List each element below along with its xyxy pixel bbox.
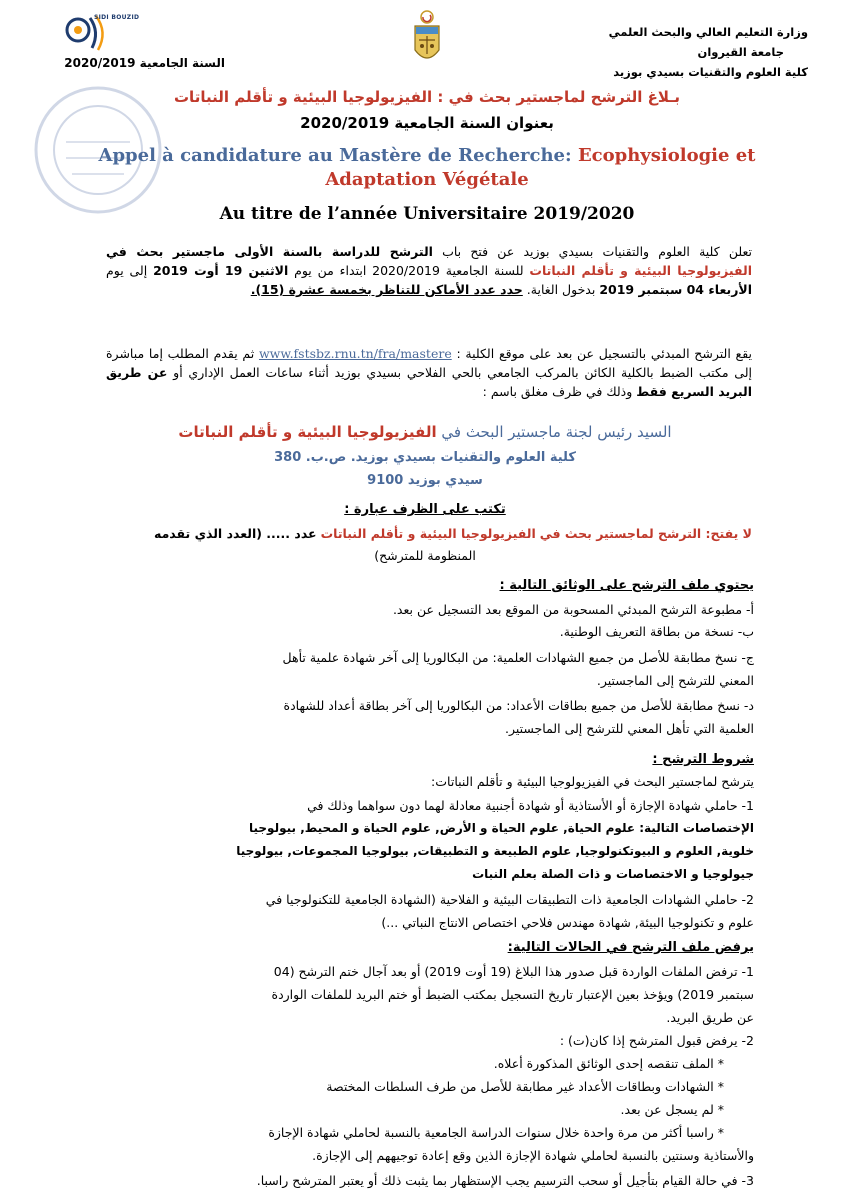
rejection-2-item-b: * الشهادات وبطاقات الأعداد غير مطابقة للأصل من طرف السلطات المختصة [326, 1079, 724, 1094]
document-item-a: أ- مطبوعة الترشح المبدئي المسحوبة من الموقع بعد التسجيل عن بعد. [392, 602, 754, 617]
rejection-1-line3: عن طريق البريد. [666, 1010, 754, 1025]
condition-1-line1: 1- حاملي شهادة الإجازة أو الأستاذية أو شهادة أجنبية معادلة لهما دون سواهما وذلك في [307, 798, 754, 813]
envelope-text [106, 524, 752, 543]
address-line2: كلية العلوم والتقنيات بسيدي بوزيد. ص.ب. 380 [274, 450, 576, 465]
rejection-3: 3- في حالة القيام بتأجيل أو سحب الترسيم يجب الإستظهار بما يثبت ذلك أو يعتبر المترشح راسبا. [256, 1173, 754, 1188]
rejection-1-line2: سبتمبر 2019) ويؤخذ بعين الإعتبار تاريخ التسجيل بمكتب الضبط أو ختم البريد للملفات الواردة [271, 987, 754, 1002]
document-item-d-line1: د- نسخ مطابقة للأصل من جميع بطاقات الأعداد: من البكالوريا إلى آخر بطاقة أعداد للشهادة [283, 698, 754, 713]
document-item-d-line2: العلمية التي تأهل المعني للترشح إلى الماجستير. [504, 721, 754, 736]
french-title [0, 144, 854, 192]
title-prefix: بـلاغ الترشح لماجستير بحث في : [437, 88, 681, 106]
address-recipient: السيد رئيس لجنة ماجستير البحث في [441, 423, 672, 441]
intro-program: الفيزيولوجيا البيئية و تأقلم النباتات [529, 263, 752, 278]
registration-text-4: وذلك في ظرف مغلق باسم : [482, 384, 633, 399]
rejection-2: 2- يرفض قبول المترشح إذا كان(ت) : [559, 1033, 754, 1048]
condition-2-line1: 2- حاملي الشهادات الجامعية ذات التطبيقات البيئية و الفلاحية (الشهادة الجامعية للتكنولوجيا في [265, 892, 754, 907]
registration-text-1: يقع الترشح المبدئي بالتسجيل عن بعد على موقع الكلية : [456, 346, 752, 361]
document-item-b: ب- نسخة من بطاقة التعريف الوطنية. [559, 624, 754, 639]
intro-text-6: إلى يوم [106, 263, 148, 278]
envelope-do-not-open: لا يفتح: الترشح لماجستير بحث في [539, 526, 752, 541]
intro-paragraph [106, 242, 752, 299]
intro-text-1: تعلن كلية العلوم والتقنيات بسيدي بوزيد عن فتح باب [442, 244, 752, 259]
address-line1 [80, 423, 770, 442]
envelope-program: الفيزيولوجيا البيئية و تأقلم النباتات [320, 526, 536, 541]
envelope-number: عدد ..... (العدد الذي تقدمه [153, 526, 317, 541]
condition-1-line4: جيولوجيا و الاختصاصات و ذات الصلة بعلم النبات [472, 867, 754, 881]
rejection-2-item-d-line1: * راسبا أكثر من مرة واحدة خلال سنوات الدراسة الجامعية بالنسبة لحاملي شهادة الإجازة [268, 1125, 724, 1140]
intro-text-2: الترشح للدراسة بالسنة الأولى ماجستير بحث في [106, 244, 433, 259]
envelope-heading: تكتب على الظرف عبارة : [344, 502, 506, 517]
french-title-prefix: Appel à candidature au Mastère de Recherche: [98, 145, 572, 166]
logo-text: SIDI BOUZID [94, 14, 140, 21]
institution-header [588, 22, 808, 82]
conditions-heading: شروط الترشح : [652, 752, 754, 767]
academic-year: السنة الجامعية 2020/2019 [64, 56, 225, 70]
title-program: الفيزيولوجيا البيئية و تأقلم النباتات [173, 88, 433, 106]
condition-1-line3: خلوية, العلوم و البيوتكنولوجيا, علوم الطبيعة و التطبيقات, بيولوجيا المجموعات, بيولوجيا [236, 844, 754, 858]
document-item-c-line2: المعني للترشح إلى الماجستير. [596, 673, 754, 688]
tunisia-emblem [412, 10, 442, 72]
rejection-2-item-c: * لم يسجل عن بعد. [620, 1102, 724, 1117]
ministry-name: وزارة التعليم العالي والبحث العلمي [608, 25, 808, 39]
arabic-title-line1 [0, 88, 854, 106]
address-program: الفيزيولوجيا البيئية و تأقلم النباتات [178, 423, 437, 441]
rejection-1-line1: 1- ترفض الملفات الواردة قبل صدور هذا البلاغ (19 أوت 2019) أو بعد آجال ختم الترشح (04 [273, 964, 754, 979]
rejection-heading: يرفض ملف الترشح في الحالات التالية: [507, 940, 754, 955]
french-academic-year: Au titre de l’année Universitaire 2019/2020 [219, 204, 635, 224]
intro-text-8: بدخول الغاية. [526, 282, 596, 297]
document-item-c-line1: ج- نسخ مطابقة للأصل من جميع الشهادات العلمية: من البكالوريا إلى آخر شهادة علمية تأهل [282, 650, 754, 665]
registration-express-mail: عن طريق البريد السريع فقط [106, 365, 752, 399]
coat-of-arms-icon [412, 10, 442, 68]
conditions-intro: يترشح لماجستير البحث في الفيزيولوجيا البيئية و تأقلم النباتات: [431, 774, 754, 789]
condition-1-line2: الإختصاصات التالية: علوم الحياة, علوم الحياة و الأرض, علوم الحياة و المحيط, بيولوجيا [249, 821, 754, 835]
french-title-program-part2: Adaptation Végétale [325, 169, 529, 190]
faculty-name: كلية العلوم والتقنيات بسيدي بوزيد [613, 65, 808, 79]
french-title-program-part1: Ecophysiologie et [577, 145, 756, 166]
condition-2-line2: علوم و تكنولوجيا البيئة, شهادة مهندس فلاحي اختصاص الانتاج النباتي ...) [381, 915, 754, 930]
intro-end-date: الأربعاء 04 سبتمبر 2019 [599, 282, 752, 297]
university-logo [60, 10, 150, 62]
intro-start-date: الاثنين 19 أوت 2019 [153, 263, 289, 278]
envelope-text-2: المنظومة للمترشح) [374, 548, 476, 563]
intro-places: حدد عدد الأماكن للتناظر بخمسة عشرة (15). [250, 282, 523, 297]
rejection-2-item-a: * الملف تنقصه إحدى الوثائق المذكورة أعلاه. [493, 1056, 724, 1071]
address-line3: سيدي بوزيد 9100 [367, 473, 483, 488]
rejection-2-item-d-line2: والأستاذية وسنتين بالنسبة لحاملي شهادة الإجازة الذين وقع إعادة توجيههم إلى الإجازة. [312, 1148, 754, 1163]
documents-heading: يحتوي ملف الترشح على الوثائق التالية : [499, 578, 754, 593]
university-name: جامعة القيروان [697, 45, 784, 59]
registration-paragraph [106, 344, 752, 401]
arabic-title-line2: بعنوان السنة الجامعية 2020/2019 [300, 114, 554, 132]
intro-text-4: للسنة الجامعية 2020/2019 ابتداء من يوم [294, 263, 524, 278]
faculty-website-link[interactable]: www.fstsbz.rnu.tn/fra/mastere [258, 346, 452, 361]
registration-text-2: ثم يقدم المطلب إما مباشرة إلى مكتب الضبط بالكلية الكائن بالمركب الجامعي بالحي الفلاحي بسيدي بوزيد أثناء ساعات العمل الإداري أو [106, 346, 752, 380]
